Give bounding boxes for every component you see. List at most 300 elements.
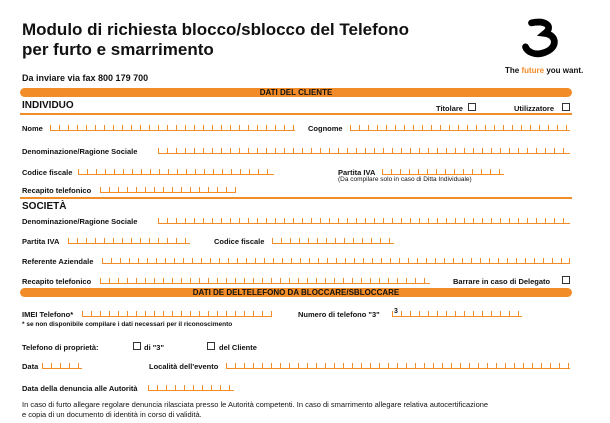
field-tick xyxy=(428,148,429,153)
field-tick xyxy=(327,258,328,263)
label-proprieta: Telefono di proprietà: xyxy=(22,343,99,352)
field-tick xyxy=(503,125,504,130)
field-tick xyxy=(316,278,317,283)
field-tick xyxy=(230,125,231,130)
field-tick xyxy=(334,363,335,368)
form-title xyxy=(22,20,409,60)
field-tick xyxy=(217,187,218,192)
field-tick xyxy=(302,218,303,223)
field-tick xyxy=(494,125,495,130)
field-tick xyxy=(308,238,309,243)
field-tick xyxy=(480,258,481,263)
field-tick xyxy=(176,125,177,130)
field-tick xyxy=(176,148,177,153)
field-tick xyxy=(118,278,119,283)
field-tick xyxy=(118,311,119,316)
field-tick xyxy=(201,258,202,263)
field-tick xyxy=(190,311,191,316)
field-tick xyxy=(239,218,240,223)
field-tick xyxy=(437,218,438,223)
field-tick xyxy=(246,258,247,263)
field-tick xyxy=(148,385,149,390)
field-tick xyxy=(464,218,465,223)
field-tick xyxy=(272,238,273,243)
field-tick xyxy=(505,363,506,368)
field-tick xyxy=(293,148,294,153)
field-tick xyxy=(210,258,211,263)
field-tick xyxy=(86,238,87,243)
field-tick xyxy=(440,125,441,130)
field-tick xyxy=(289,363,290,368)
field-tick xyxy=(557,125,558,130)
field-denominazione-societa[interactable] xyxy=(158,215,570,224)
field-tick xyxy=(482,218,483,223)
field-tick xyxy=(194,148,195,153)
field-tick xyxy=(149,125,150,130)
field-tick xyxy=(147,258,148,263)
field-imei[interactable] xyxy=(82,308,272,317)
field-tick xyxy=(563,148,564,153)
label-del-cliente: del Cliente xyxy=(219,343,257,352)
field-tick xyxy=(163,311,164,316)
field-tick xyxy=(383,218,384,223)
field-tick xyxy=(183,258,184,263)
field-tick xyxy=(275,125,276,130)
checkbox-utilizzatore[interactable] xyxy=(562,103,570,111)
tagline-emphasis: future xyxy=(521,66,545,75)
field-tick xyxy=(464,311,465,316)
field-tick xyxy=(455,148,456,153)
field-tick xyxy=(449,125,450,130)
field-tick xyxy=(380,238,381,243)
field-tick xyxy=(527,148,528,153)
field-tick xyxy=(467,125,468,130)
field-tick xyxy=(181,278,182,283)
field-tick xyxy=(371,238,372,243)
field-tick xyxy=(212,218,213,223)
field-tick xyxy=(569,258,570,263)
field-tick xyxy=(253,278,254,283)
field-tick xyxy=(239,125,240,130)
field-tick xyxy=(536,218,537,223)
field-tick xyxy=(156,258,157,263)
label-codice-fiscale: Codice fiscale xyxy=(22,168,73,177)
field-tick xyxy=(399,258,400,263)
field-tick xyxy=(356,218,357,223)
field-localita[interactable] xyxy=(226,360,570,369)
footer-note xyxy=(22,400,592,420)
field-tick xyxy=(203,125,204,130)
field-tick xyxy=(410,218,411,223)
field-tick xyxy=(370,363,371,368)
field-tick xyxy=(168,169,169,174)
field-tick xyxy=(177,169,178,174)
footer-line-2: e copia di un documento di identità in corso di validità. xyxy=(22,410,202,419)
field-tick xyxy=(368,125,369,130)
field-tick xyxy=(199,278,200,283)
field-tick xyxy=(379,363,380,368)
field-tick xyxy=(280,363,281,368)
field-tick xyxy=(203,218,204,223)
checkbox-titolare[interactable] xyxy=(468,103,476,111)
field-tick xyxy=(518,218,519,223)
tagline-post: you want. xyxy=(544,66,584,75)
field-tick xyxy=(157,385,158,390)
field-tick xyxy=(559,363,560,368)
field-tick xyxy=(228,258,229,263)
field-tick xyxy=(347,218,348,223)
field-tick xyxy=(208,278,209,283)
field-numero[interactable] xyxy=(392,308,522,317)
field-tick xyxy=(204,169,205,174)
field-tick xyxy=(353,238,354,243)
field-tick xyxy=(281,238,282,243)
field-tick xyxy=(145,187,146,192)
field-tick xyxy=(500,148,501,153)
field-tick xyxy=(415,278,416,283)
field-recapito[interactable] xyxy=(100,184,236,193)
field-tick xyxy=(463,169,464,174)
field-tick xyxy=(111,258,112,263)
field-tick xyxy=(165,258,166,263)
field-tick xyxy=(78,363,79,368)
field-tick xyxy=(462,258,463,263)
field-tick xyxy=(444,258,445,263)
field-tick xyxy=(566,125,567,130)
field-tick xyxy=(185,218,186,223)
field-tick xyxy=(545,148,546,153)
field-tick xyxy=(109,311,110,316)
field-tick xyxy=(455,311,456,316)
field-tick xyxy=(249,169,250,174)
field-tick xyxy=(194,125,195,130)
field-tick xyxy=(163,278,164,283)
field-tick xyxy=(149,238,150,243)
field-tick xyxy=(235,278,236,283)
field-codice-fiscale[interactable] xyxy=(78,166,274,175)
field-tick xyxy=(266,148,267,153)
field-tick xyxy=(240,169,241,174)
field-tick xyxy=(428,311,429,316)
field-tick xyxy=(392,148,393,153)
field-tick xyxy=(409,169,410,174)
field-tick xyxy=(320,148,321,153)
field-tick xyxy=(401,218,402,223)
field-tick xyxy=(302,148,303,153)
field-tick xyxy=(275,148,276,153)
field-tick xyxy=(195,169,196,174)
field-tick xyxy=(167,125,168,130)
label-nome: Nome xyxy=(22,124,43,133)
field-tick xyxy=(221,218,222,223)
imei-note: * se non disponibile compilare i dati necessari per il riconoscimento xyxy=(22,321,233,328)
field-tick xyxy=(325,363,326,368)
field-tick xyxy=(226,278,227,283)
field-tick xyxy=(176,218,177,223)
field-tick xyxy=(406,278,407,283)
field-tick xyxy=(446,218,447,223)
field-tick xyxy=(379,278,380,283)
field-tick xyxy=(267,169,268,174)
checkbox-delegato[interactable] xyxy=(562,276,570,284)
field-tick xyxy=(248,125,249,130)
field-tick xyxy=(446,148,447,153)
field-tick xyxy=(158,238,159,243)
field-tick xyxy=(352,363,353,368)
field-tick xyxy=(212,125,213,130)
field-tick xyxy=(436,169,437,174)
field-tick xyxy=(563,218,564,223)
field-tick xyxy=(208,311,209,316)
label-delegato: Barrare in caso di Delegato xyxy=(453,277,551,286)
field-tick xyxy=(91,311,92,316)
field-referente[interactable] xyxy=(102,255,570,264)
field-tick xyxy=(244,363,245,368)
field-tick xyxy=(543,258,544,263)
label-partita-iva-societa: Partita IVA xyxy=(22,237,60,246)
field-tick xyxy=(404,125,405,130)
field-tick xyxy=(258,169,259,174)
field-tick xyxy=(131,125,132,130)
field-tick xyxy=(458,125,459,130)
field-tick xyxy=(129,258,130,263)
field-tick xyxy=(275,218,276,223)
field-tick xyxy=(362,238,363,243)
field-tick xyxy=(372,258,373,263)
field-tick xyxy=(235,363,236,368)
field-tick xyxy=(226,311,227,316)
field-tick xyxy=(410,311,411,316)
field-tick xyxy=(361,278,362,283)
field-tick xyxy=(166,385,167,390)
field-partita-iva-societa[interactable] xyxy=(68,235,190,244)
field-tick xyxy=(500,218,501,223)
field-tick xyxy=(190,187,191,192)
label-di-3: di "3" xyxy=(144,343,165,352)
label-partita-iva: Partita IVA xyxy=(338,168,376,177)
field-tick xyxy=(451,363,452,368)
divider xyxy=(20,113,572,115)
field-tick xyxy=(248,148,249,153)
field-tick xyxy=(541,363,542,368)
field-tick xyxy=(154,278,155,283)
field-tick xyxy=(390,258,391,263)
field-tick xyxy=(167,148,168,153)
field-tick xyxy=(158,218,159,223)
field-tick xyxy=(345,258,346,263)
field-tick xyxy=(498,258,499,263)
field-tick xyxy=(365,218,366,223)
field-tick xyxy=(257,148,258,153)
field-tick xyxy=(489,258,490,263)
field-tick xyxy=(382,169,383,174)
field-tick xyxy=(530,125,531,130)
field-tick xyxy=(389,238,390,243)
field-tick xyxy=(300,258,301,263)
field-tick xyxy=(419,148,420,153)
field-tick xyxy=(104,125,105,130)
label-imei: IMEI Telefono* xyxy=(22,310,74,319)
field-tick xyxy=(145,278,146,283)
field-tick xyxy=(370,278,371,283)
numero-prefix: 3 xyxy=(394,308,398,315)
field-tick xyxy=(464,148,465,153)
field-tick xyxy=(419,311,420,316)
field-tick xyxy=(523,363,524,368)
field-tick xyxy=(138,258,139,263)
field-tick xyxy=(298,278,299,283)
field-tick xyxy=(473,311,474,316)
field-denuncia[interactable] xyxy=(148,382,234,391)
field-tick xyxy=(219,258,220,263)
field-tick xyxy=(392,218,393,223)
field-tick xyxy=(532,363,533,368)
field-tick xyxy=(482,148,483,153)
field-partita-iva[interactable] xyxy=(382,166,504,175)
label-recapito-societa: Recapito telefonico xyxy=(22,277,92,286)
field-tick xyxy=(280,278,281,283)
field-tick xyxy=(158,148,159,153)
field-tick xyxy=(374,148,375,153)
field-tick xyxy=(427,169,428,174)
field-tick xyxy=(400,169,401,174)
field-tick xyxy=(431,125,432,130)
field-tick xyxy=(199,311,200,316)
field-tick xyxy=(284,125,285,130)
field-tick xyxy=(343,363,344,368)
field-tick xyxy=(433,363,434,368)
field-tick xyxy=(190,278,191,283)
field-tick xyxy=(194,218,195,223)
field-tick xyxy=(154,187,155,192)
field-tick xyxy=(377,125,378,130)
field-tick xyxy=(329,148,330,153)
field-tick xyxy=(329,218,330,223)
field-codice-fiscale-societa[interactable] xyxy=(272,235,394,244)
field-denominazione[interactable] xyxy=(158,145,570,154)
label-numero: Numero di telefono "3" xyxy=(298,310,380,319)
label-codice-fiscale-societa: Codice fiscale xyxy=(214,237,265,246)
field-tick xyxy=(109,278,110,283)
section-title-societa: SOCIETÀ xyxy=(22,201,67,212)
field-tick xyxy=(69,363,70,368)
field-tick xyxy=(417,258,418,263)
field-tick xyxy=(222,169,223,174)
field-tick xyxy=(217,311,218,316)
field-tick xyxy=(174,258,175,263)
field-tick xyxy=(239,148,240,153)
field-tick xyxy=(539,125,540,130)
field-tick xyxy=(527,218,528,223)
checkbox-del-cliente[interactable] xyxy=(207,342,215,350)
field-tick xyxy=(359,125,360,130)
field-tick xyxy=(212,148,213,153)
field-tick xyxy=(68,125,69,130)
field-tick xyxy=(318,258,319,263)
field-tick xyxy=(158,125,159,130)
field-tick xyxy=(140,238,141,243)
field-tick xyxy=(424,363,425,368)
field-tick xyxy=(51,363,52,368)
field-tick xyxy=(273,258,274,263)
field-tick xyxy=(167,238,168,243)
field-tick xyxy=(100,311,101,316)
label-localita: Località dell'evento xyxy=(149,362,219,371)
field-data[interactable] xyxy=(42,360,82,369)
field-tick xyxy=(397,363,398,368)
field-tick xyxy=(500,311,501,316)
field-tick xyxy=(518,311,519,316)
field-tick xyxy=(424,278,425,283)
field-tick xyxy=(460,363,461,368)
field-tick xyxy=(271,311,272,316)
field-tick xyxy=(395,125,396,130)
label-denominazione-societa: Denominazione/Ragione Sociale xyxy=(22,217,138,226)
field-tick xyxy=(172,311,173,316)
field-tick xyxy=(550,363,551,368)
field-tick xyxy=(289,278,290,283)
field-tick xyxy=(392,311,393,316)
field-tick xyxy=(472,169,473,174)
field-tick xyxy=(102,258,103,263)
field-tick xyxy=(167,218,168,223)
field-tick xyxy=(374,218,375,223)
field-tick xyxy=(334,278,335,283)
field-tick xyxy=(163,187,164,192)
field-cognome[interactable] xyxy=(350,122,570,131)
field-recapito-societa[interactable] xyxy=(100,275,430,284)
field-tick xyxy=(453,258,454,263)
section-bar-cliente: DATI DEL CLIENTE xyxy=(20,88,572,97)
field-tick xyxy=(293,218,294,223)
section-title-individuo: INDIVIDUO xyxy=(22,100,74,111)
field-tick xyxy=(244,311,245,316)
field-tick xyxy=(202,385,203,390)
field-tick xyxy=(175,385,176,390)
field-tick xyxy=(127,311,128,316)
field-tick xyxy=(203,148,204,153)
field-tick xyxy=(109,187,110,192)
field-tick xyxy=(255,258,256,263)
field-tick xyxy=(291,258,292,263)
field-tick xyxy=(122,125,123,130)
field-tick xyxy=(199,187,200,192)
field-tick xyxy=(507,258,508,263)
field-tick xyxy=(552,258,553,263)
field-tick xyxy=(229,385,230,390)
field-tick xyxy=(185,148,186,153)
field-tick xyxy=(113,238,114,243)
field-tick xyxy=(235,311,236,316)
checkbox-di-3[interactable] xyxy=(133,342,141,350)
field-tick xyxy=(159,169,160,174)
field-tick xyxy=(262,278,263,283)
field-tick xyxy=(388,363,389,368)
field-tick xyxy=(419,218,420,223)
section-bar-telefono: DATI DE DELTELEFONO DA BLOCCARE/SBLOCCARE xyxy=(20,288,572,297)
field-tick xyxy=(473,218,474,223)
title-line-1: Modulo di richiesta blocco/sblocco del Telefono xyxy=(22,20,409,39)
field-tick xyxy=(230,218,231,223)
field-nome[interactable] xyxy=(50,122,295,131)
field-tick xyxy=(383,148,384,153)
field-tick xyxy=(455,218,456,223)
field-tick xyxy=(271,278,272,283)
field-tick xyxy=(122,238,123,243)
field-tick xyxy=(401,311,402,316)
field-tick xyxy=(123,169,124,174)
field-tick xyxy=(408,258,409,263)
